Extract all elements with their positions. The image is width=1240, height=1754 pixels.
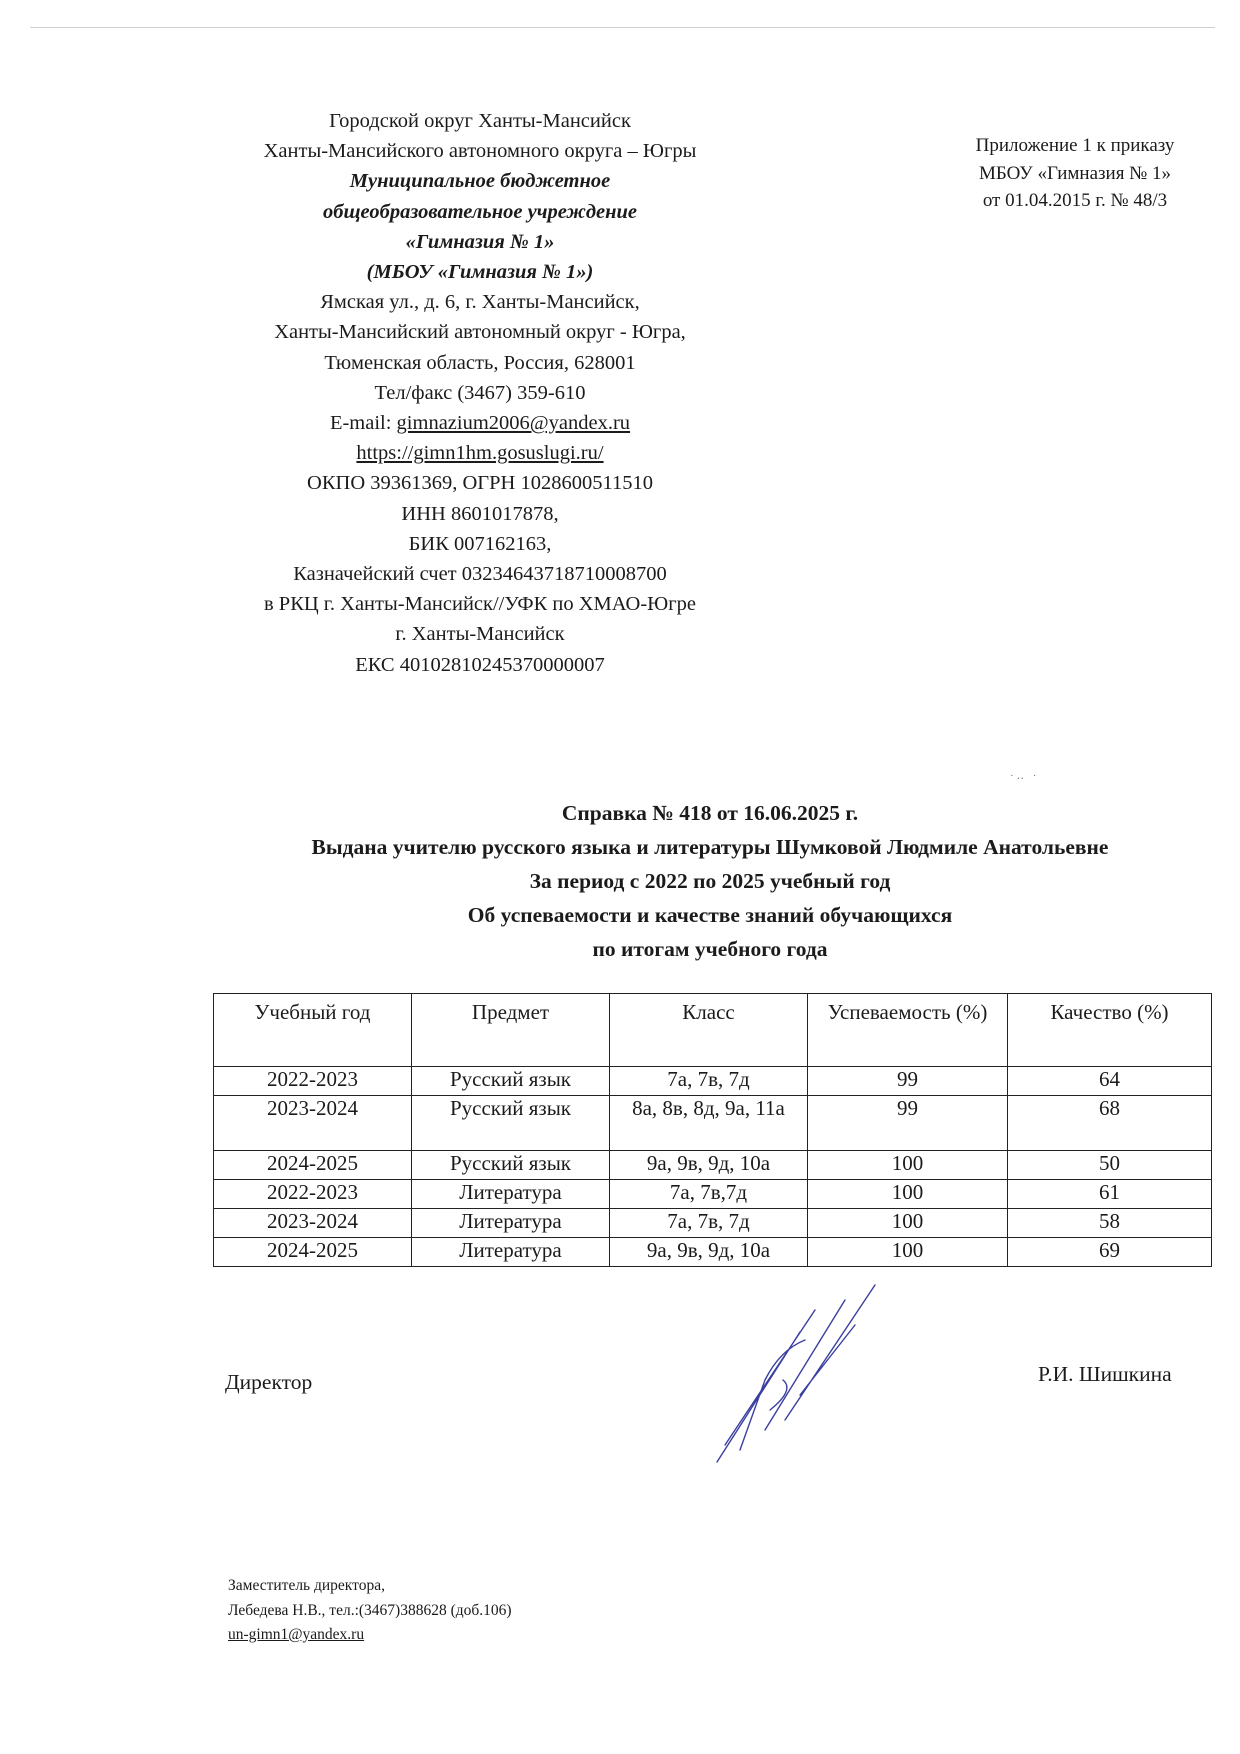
title-line: Об успеваемости и качестве знаний обучающихся: [467, 903, 953, 927]
table-row: [214, 1238, 1212, 1267]
table-cell: 2022-2023: [214, 1067, 412, 1096]
document-title: [200, 796, 1220, 966]
organization-short-name: (МБОУ «Гимназия № 1»): [366, 261, 594, 284]
title-line: За период с 2022 по 2025 учебный год: [529, 869, 891, 893]
email-label: E-mail:: [329, 412, 397, 435]
header-line: Городской округ Ханты-Мансийск: [329, 110, 631, 132]
address-line: Ямская ул., д. 6, г. Ханты-Мансийск,: [320, 291, 640, 314]
appendix-line: от 01.04.2015 г. № 48/3: [982, 190, 1168, 211]
table-cell: 100: [808, 1238, 1008, 1267]
table-cell: 61: [1008, 1180, 1212, 1209]
organization-name: «Гимназия № 1»: [405, 230, 555, 253]
director-name: Р.И. Шишкина: [1038, 1362, 1172, 1386]
table-cell: 99: [808, 1067, 1008, 1096]
requisites-line: ЕКС 40102810245370000007: [355, 653, 605, 676]
column-header: Качество (%): [1008, 994, 1212, 1067]
email-line: [195, 408, 765, 438]
requisites-line: в РКЦ г. Ханты-Мансийск//УФК по ХМАО-Югре: [264, 593, 696, 616]
table-header-row: [214, 994, 1212, 1067]
handwritten-signature: [705, 1270, 935, 1470]
column-header: Класс: [610, 994, 808, 1067]
table-cell: 64: [1008, 1067, 1212, 1096]
table-cell: Литература: [412, 1209, 610, 1238]
column-header: Успеваемость (%): [808, 994, 1008, 1067]
table-cell: 9а, 9в, 9д, 10а: [610, 1151, 808, 1180]
address-line: Тюменская область, Россия, 628001: [324, 351, 636, 374]
scan-edge-line: [30, 27, 1215, 28]
requisites-line: БИК 007162163,: [408, 532, 552, 555]
organization-name: общеобразовательное учреждение: [323, 200, 637, 223]
footer-contact: [228, 1574, 512, 1648]
scan-speck: ·‥ ·: [1010, 770, 1040, 782]
table-cell: 100: [808, 1180, 1008, 1209]
address-line: Ханты-Мансийский автономный округ - Югра,: [274, 321, 686, 344]
table-cell: 8а, 8в, 8д, 9а, 11а: [610, 1096, 808, 1151]
footer-email-link[interactable]: un-gimn1@yandex.ru: [228, 1626, 365, 1643]
results-table: [213, 993, 1212, 1267]
table-cell: 7а, 7в, 7д: [610, 1209, 808, 1238]
footer-line: Заместитель директора,: [228, 1577, 385, 1594]
table-cell: Русский язык: [412, 1096, 610, 1151]
requisites-line: ОКПО 39361369, ОГРН 1028600511510: [307, 472, 653, 495]
header-line: Ханты-Мансийского автономного округа – Югры: [263, 140, 697, 163]
column-header: Учебный год: [214, 994, 412, 1067]
organization-name: Муниципальное бюджетное: [349, 170, 611, 193]
table-row: [214, 1151, 1212, 1180]
requisites-line: Казначейский счет 03234643718710008700: [293, 563, 667, 586]
email-link[interactable]: gimnazium2006@yandex.ru: [396, 412, 631, 435]
table-cell: 2023-2024: [214, 1096, 412, 1151]
director-title: Директор: [225, 1370, 313, 1394]
appendix-note: [930, 132, 1220, 215]
table-cell: 2023-2024: [214, 1209, 412, 1238]
table-row: [214, 1180, 1212, 1209]
table-cell: 2022-2023: [214, 1180, 412, 1209]
table-cell: Русский язык: [412, 1151, 610, 1180]
column-header: Предмет: [412, 994, 610, 1067]
table-cell: Литература: [412, 1238, 610, 1267]
website-line: [195, 438, 765, 468]
table-cell: 99: [808, 1096, 1008, 1151]
appendix-line: Приложение 1 к приказу: [975, 135, 1175, 156]
requisites-line: ИНН 8601017878,: [401, 502, 559, 525]
table-row: [214, 1096, 1212, 1151]
footer-email-line: [228, 1623, 512, 1648]
phone-line: Тел/факс (3467) 359-610: [374, 381, 586, 404]
table-cell: 68: [1008, 1096, 1212, 1151]
table-cell: 100: [808, 1209, 1008, 1238]
title-line: по итогам учебного года: [592, 937, 828, 961]
website-link[interactable]: https://gimn1hm.gosuslugi.ru/: [356, 442, 604, 465]
table-cell: 9а, 9в, 9д, 10а: [610, 1238, 808, 1267]
organization-header: [195, 106, 765, 680]
table-cell: 100: [808, 1151, 1008, 1180]
table-cell: 50: [1008, 1151, 1212, 1180]
table-cell: 2024-2025: [214, 1151, 412, 1180]
table-row: [214, 1067, 1212, 1096]
appendix-line: МБОУ «Гимназия № 1»: [978, 162, 1172, 184]
title-line: Справка № 418 от 16.06.2025 г.: [561, 801, 859, 825]
requisites-line: г. Ханты-Мансийск: [395, 623, 565, 646]
title-line: Выдана учителю русского языка и литературы Шумковой Людмиле Анатольевне: [311, 835, 1109, 859]
footer-line: Лебедева Н.В., тел.:(3467)388628 (доб.106): [228, 1601, 512, 1619]
table-cell: 58: [1008, 1209, 1212, 1238]
table-cell: 2024-2025: [214, 1238, 412, 1267]
table-row: [214, 1209, 1212, 1238]
table-cell: 69: [1008, 1238, 1212, 1267]
table-cell: Литература: [412, 1180, 610, 1209]
table-cell: 7а, 7в,7д: [610, 1180, 808, 1209]
table-cell: Русский язык: [412, 1067, 610, 1096]
table-cell: 7а, 7в, 7д: [610, 1067, 808, 1096]
